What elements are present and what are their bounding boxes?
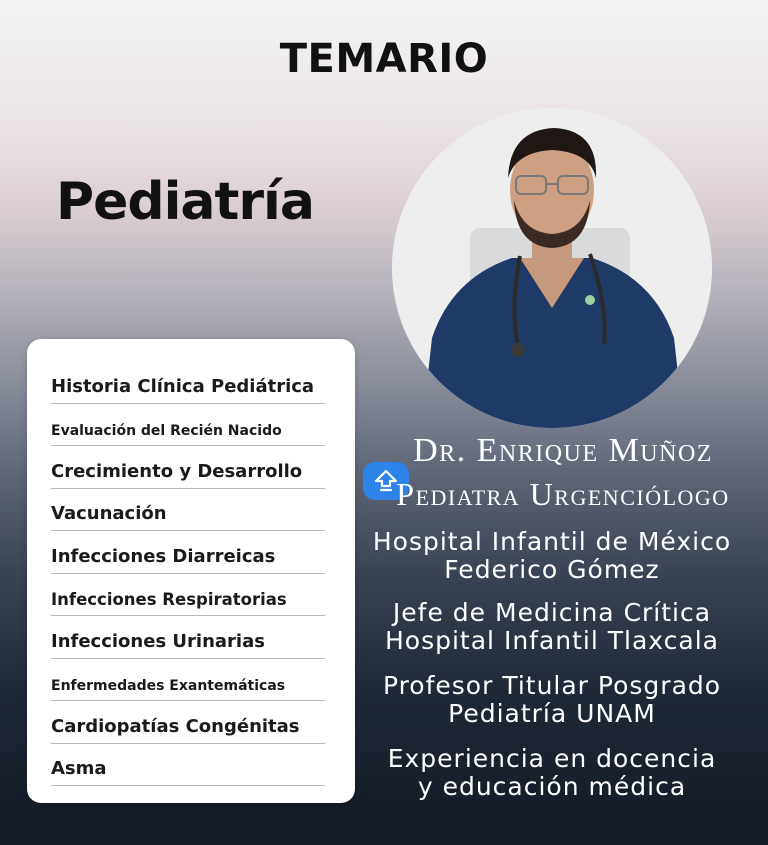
credential-line: Hospital Infantil Tlaxcala — [385, 626, 719, 655]
credential-block — [360, 528, 744, 584]
credential-block — [360, 672, 744, 728]
topic-item: Crecimiento y Desarrollo — [51, 446, 325, 489]
credential-line: Pediatría UNAM — [448, 699, 656, 728]
topics-card — [27, 339, 355, 803]
topic-item: Vacunación — [51, 489, 325, 532]
credential-block — [360, 599, 744, 655]
topic-item: Infecciones Respiratorias — [51, 574, 325, 617]
page-title: TEMARIO — [279, 36, 489, 82]
doctor-photo — [392, 108, 712, 428]
credential-line: Federico Gómez — [444, 555, 660, 584]
topic-item: Infecciones Urinarias — [51, 616, 325, 659]
credential-line: Profesor Titular Posgrado — [382, 671, 722, 700]
topic-item: Cardiopatías Congénitas — [51, 701, 325, 744]
credential-line: y educación médica — [417, 772, 687, 801]
doctor-name: Dr. Enrique Muñoz — [413, 432, 713, 469]
course-subject: Pediatría — [56, 172, 314, 232]
topic-item: Evaluación del Recién Nacido — [51, 404, 325, 447]
topic-item: Infecciones Diarreicas — [51, 531, 325, 574]
topic-item: Historia Clínica Pediátrica — [51, 361, 325, 404]
credential-line: Hospital Infantil de México — [372, 527, 732, 556]
doctor-specialty: Pediatra Urgenciólogo — [396, 476, 730, 512]
topic-item: Asma — [51, 744, 325, 787]
credential-line: Experiencia en docencia — [387, 744, 717, 773]
topic-item: Enfermedades Exantemáticas — [51, 659, 325, 702]
doctor-portrait — [392, 108, 712, 428]
credential-block — [360, 745, 744, 801]
credential-line: Jefe de Medicina Crítica — [392, 598, 712, 627]
